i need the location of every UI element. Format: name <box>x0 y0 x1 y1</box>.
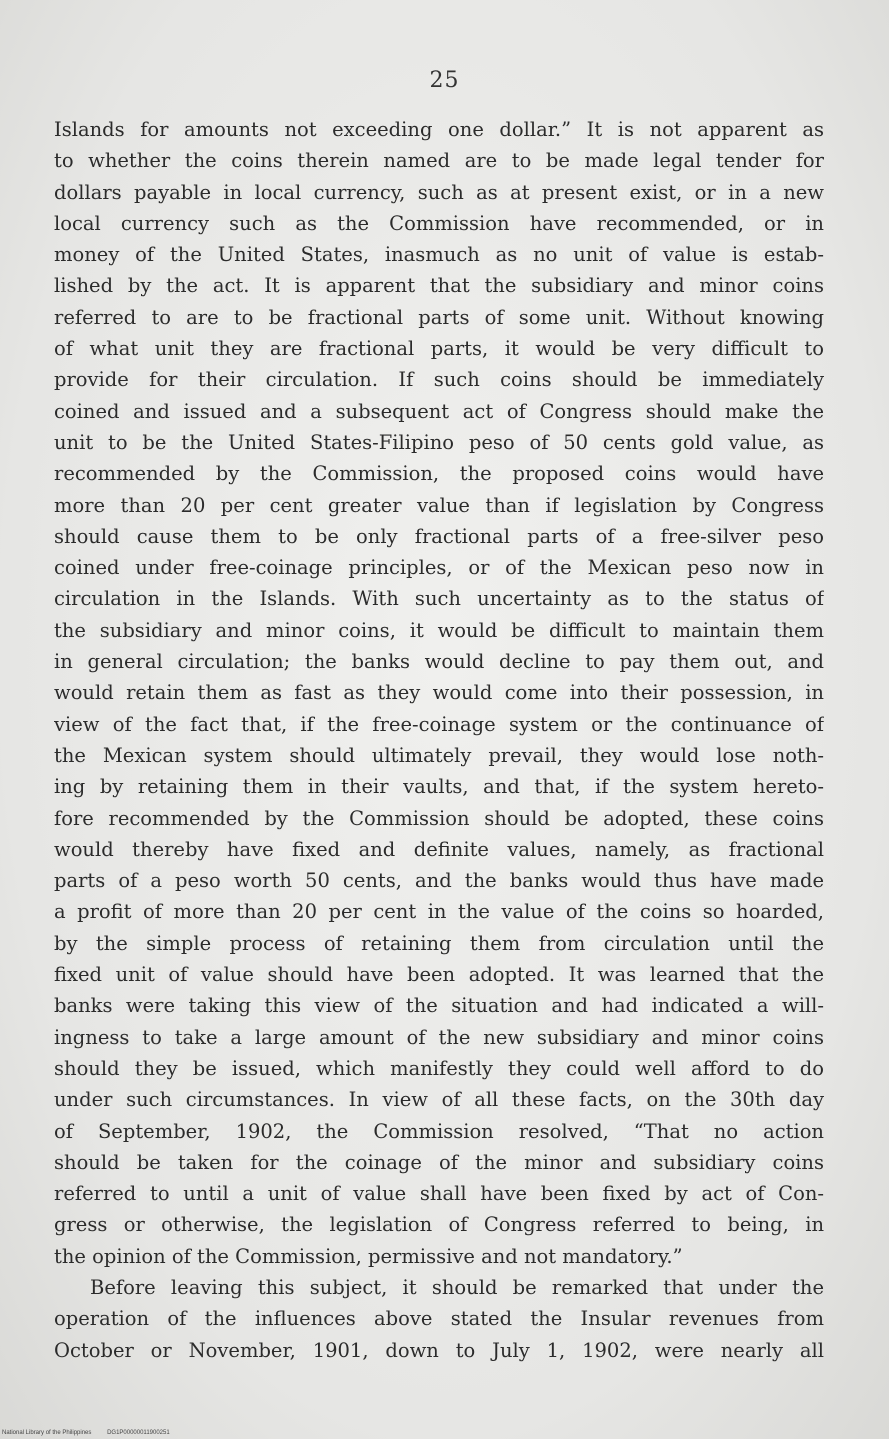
text-line: fixed unit of value should have been adopted. It was learned that the <box>54 963 824 987</box>
text-line: operation of the influences above stated the Insular revenues from <box>54 1307 824 1331</box>
text-line: Islands for amounts not exceeding one dollar.” It is not apparent as <box>54 118 824 141</box>
text-line: lished by the act. It is apparent that the subsidiary and minor coins <box>54 274 824 298</box>
text-line: referred to are to be fractional parts of some unit. Without knowing <box>54 305 824 329</box>
text-line: the Mexican system should ultimately prevail, they would lose noth- <box>54 743 824 767</box>
text-line: would thereby have fixed and definite values, namely, as fractional <box>54 837 824 861</box>
text-line: in general circulation; the banks would decline to pay them out, and <box>54 650 824 674</box>
text-line: parts of a peso worth 50 cents, and the banks would thus have made <box>54 869 824 893</box>
text-line: should be taken for the coinage of the minor and subsidiary coins <box>54 1150 824 1174</box>
text-line: to whether the coins therein named are to be made legal tender for <box>54 149 824 173</box>
paragraph-2 <box>54 1272 824 1366</box>
text-line: gress or otherwise, the legislation of Congress referred to being, in <box>54 1213 824 1237</box>
text-line: dollars payable in local currency, such as at present exist, or in a new <box>54 180 824 204</box>
text-line: recommended by the Commission, the proposed coins would have <box>54 462 824 486</box>
text-line: fore recommended by the Commission should be adopted, these coins <box>54 806 824 830</box>
text-line: view of the fact that, if the free-coinage system or the continuance of <box>54 712 824 736</box>
text-line: more than 20 per cent greater value than if legislation by Congress <box>54 493 824 517</box>
page-number: 25 <box>429 68 460 93</box>
text-line: of what unit they are fractional parts, it would be very difficult to <box>54 337 824 361</box>
body-text <box>54 114 824 1366</box>
text-line: ing by retaining them in their vaults, and that, if the system hereto- <box>54 775 824 799</box>
text-line: coined under free-coinage principles, or of the Mexican peso now in <box>54 556 824 580</box>
text-line: local currency such as the Commission have recommended, or in <box>54 211 824 235</box>
library-credit: National Library of the Philippines <box>2 1430 92 1436</box>
text-line: the subsidiary and minor coins, it would be difficult to maintain them <box>54 618 824 642</box>
text-line: ingness to take a large amount of the new subsidiary and minor coins <box>54 1025 824 1049</box>
text-line: coined and issued and a subsequent act of Congress should make the <box>54 399 824 423</box>
text-line: referred to until a unit of value shall have been fixed by act of Con- <box>54 1182 824 1206</box>
text-line: banks were taking this view of the situation and had indicated a will- <box>54 994 824 1018</box>
text-line: circulation in the Islands. With such uncertainty as to the status of <box>54 587 824 611</box>
text-line: would retain them as fast as they would come into their possession, in <box>54 681 824 705</box>
text-line: should cause them to be only fractional parts of a free-silver peso <box>54 524 824 548</box>
text-line: Before leaving this subject, it should be remarked that under the <box>90 1275 824 1299</box>
text-line: under such circumstances. In view of all these facts, on the 30th day <box>54 1088 824 1112</box>
text-line: October or November, 1901, down to July 1, 1902, were nearly all <box>54 1338 824 1362</box>
paragraph-1 <box>54 114 824 1272</box>
text-line: unit to be the United States-Filipino peso of 50 cents gold value, as <box>54 430 824 454</box>
scan-identifier: DG1P00000011900251 <box>107 1430 170 1436</box>
text-line: money of the United States, inasmuch as no unit of value is estab- <box>54 243 824 267</box>
text-line: should they be issued, which manifestly they could well afford to do <box>54 1056 824 1080</box>
text-line: a profit of more than 20 per cent in the value of the coins so hoarded, <box>54 900 824 924</box>
text-line: the opinion of the Commission, permissive and not mandatory.” <box>54 1244 683 1268</box>
text-line: by the simple process of retaining them from circulation until the <box>54 931 824 955</box>
text-line: provide for their circulation. If such coins should be immediately <box>54 368 824 392</box>
text-line: of September, 1902, the Commission resolved, “That no action <box>54 1119 824 1143</box>
scan-footer <box>2 1430 184 1436</box>
